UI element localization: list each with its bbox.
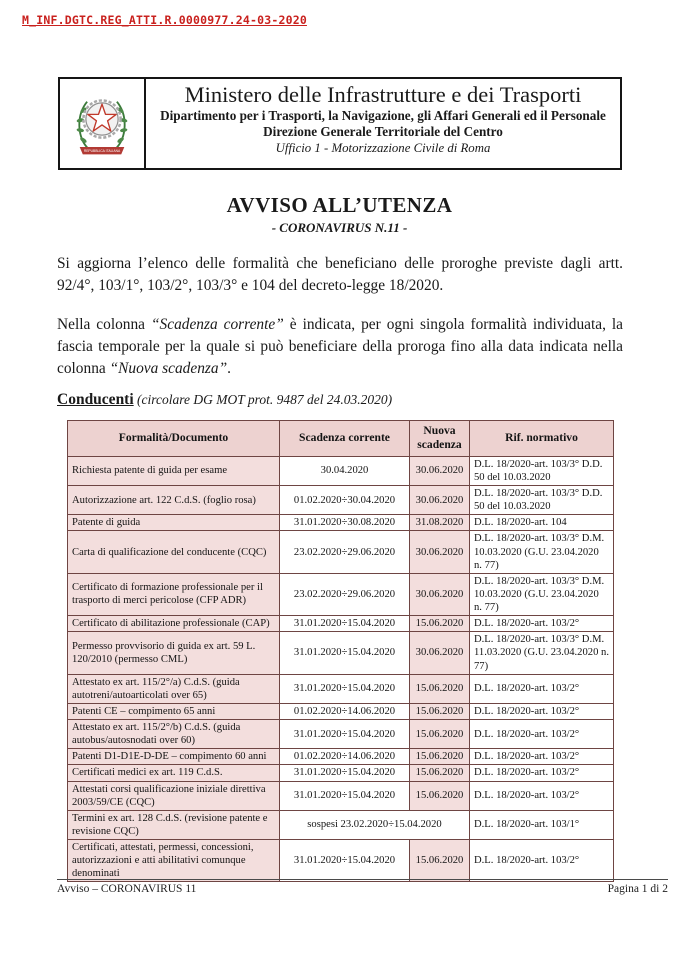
- notice-title: AVVISO ALL’UTENZA: [226, 193, 453, 217]
- table-cell: D.L. 18/2020-art. 103/2°: [470, 703, 614, 719]
- table-cell: 23.02.2020÷29.06.2020: [280, 573, 410, 615]
- ministry-letterhead: [58, 77, 622, 170]
- table-cell: Termini ex art. 128 C.d.S. (revisione patente e revisione CQC): [68, 810, 280, 839]
- table-cell: Carta di qualificazione del conducente (CQC): [68, 531, 280, 573]
- table-cell: 15.06.2020: [410, 674, 470, 703]
- table-cell: 30.06.2020: [410, 632, 470, 674]
- header-nuova-scadenza: Nuova scadenza: [410, 421, 470, 457]
- table-cell: Patenti D1-D1E-D-DE – compimento 60 anni: [68, 749, 280, 765]
- table-cell: D.L. 18/2020-art. 103/2°: [470, 781, 614, 810]
- table-cell: 01.02.2020÷14.06.2020: [280, 749, 410, 765]
- table-cell: D.L. 18/2020-art. 103/2°: [470, 840, 614, 882]
- scadenza-corrente-label: “Scadenza corrente”: [151, 316, 284, 334]
- emblem-banner-text: REPUBBLICA ITALIANA: [83, 148, 121, 153]
- ministry-name: Ministero delle Infrastrutture e dei Trasporti: [184, 82, 582, 107]
- table-row: [68, 674, 614, 703]
- table-cell: 15.06.2020: [410, 781, 470, 810]
- table-row: [68, 781, 614, 810]
- table-row: [68, 703, 614, 719]
- table-row: [68, 765, 614, 781]
- table-cell: D.L. 18/2020-art. 103/3° D.D. 50 del 10.03.2020: [470, 456, 614, 485]
- table-cell: 31.01.2020÷15.04.2020: [280, 781, 410, 810]
- notice-subtitle: - CORONAVIRUS N.11 -: [271, 220, 408, 235]
- table-cell: Richiesta patente di guida per esame: [68, 456, 280, 485]
- table-cell: 01.02.2020÷30.04.2020: [280, 486, 410, 515]
- table-cell: 15.06.2020: [410, 765, 470, 781]
- table-cell: 15.06.2020: [410, 720, 470, 749]
- intro-paragraph: Si aggiorna l’elenco delle formalità che beneficiano delle proroghe previste dagli artt. 92/4°, 103/1°, 103/2°, 103/3° e 104 del decreto-legge 18/2020.: [57, 255, 623, 295]
- table-cell: 30.06.2020: [410, 486, 470, 515]
- table-cell: D.L. 18/2020-art. 103/3° D.M. 11.03.2020 (G.U. 23.04.2020 n. 77): [470, 632, 614, 674]
- table-cell: 31.01.2020÷15.04.2020: [280, 840, 410, 882]
- table-row: [68, 531, 614, 573]
- table-cell: 30.06.2020: [410, 573, 470, 615]
- italy-emblem-icon: [60, 79, 146, 168]
- table-row: [68, 573, 614, 615]
- table-cell: 31.01.2020÷15.04.2020: [280, 632, 410, 674]
- nuova-scadenza-label: “Nuova scadenza”: [109, 360, 228, 378]
- table-cell: D.L. 18/2020-art. 103/2°: [470, 765, 614, 781]
- department-line: Dipartimento per i Trasporti, la Navigazione, gli Affari Generali ed il Personale: [160, 107, 606, 123]
- header-scadenza-corrente: Scadenza corrente: [280, 421, 410, 457]
- direction-line: Direzione Generale Territoriale del Centro: [263, 124, 503, 140]
- table-row: [68, 616, 614, 632]
- table-cell: 31.01.2020÷15.04.2020: [280, 720, 410, 749]
- protocol-number: M_INF.DGTC.REG_ATTI.R.0000977.24-03-2020: [22, 13, 307, 27]
- table-cell: 31.01.2020÷15.04.2020: [280, 765, 410, 781]
- table-cell: Certificato di abilitazione professionale (CAP): [68, 616, 280, 632]
- table-body: [68, 456, 614, 882]
- table-row: [68, 632, 614, 674]
- table-cell: Certificato di formazione professionale per il trasporto di merci pericolose (CFP ADR): [68, 573, 280, 615]
- table-cell: 30.06.2020: [410, 531, 470, 573]
- table-cell: Attestati corsi qualificazione iniziale direttiva 2003/59/CE (CQC): [68, 781, 280, 810]
- table-cell: 15.06.2020: [410, 616, 470, 632]
- table-cell: D.L. 18/2020-art. 103/1°: [470, 810, 614, 839]
- table-row: [68, 840, 614, 882]
- header-formalita: Formalità/Documento: [68, 421, 280, 457]
- table-row: [68, 720, 614, 749]
- header-rif-normativo: Rif. normativo: [470, 421, 614, 457]
- table-cell: 31.08.2020: [410, 515, 470, 531]
- table-cell: Permesso provvisorio di guida ex art. 59 L. 120/2010 (permesso CML): [68, 632, 280, 674]
- table-cell: D.L. 18/2020-art. 103/3° D.M. 10.03.2020 (G.U. 23.04.2020 n. 77): [470, 531, 614, 573]
- table-cell: 23.02.2020÷29.06.2020: [280, 531, 410, 573]
- office-line: Ufficio 1 - Motorizzazione Civile di Roma: [275, 140, 491, 155]
- deadlines-table: [67, 420, 614, 882]
- letterhead-text: [146, 79, 620, 168]
- table-cell: 15.06.2020: [410, 749, 470, 765]
- table-cell: Patenti CE – compimento 65 anni: [68, 703, 280, 719]
- table-cell: 31.01.2020÷30.08.2020: [280, 515, 410, 531]
- table-row: [68, 515, 614, 531]
- section-heading-row: [57, 391, 623, 409]
- table-cell: Certificati, attestati, permessi, concessioni, autorizzazioni e atti abilitativi comunque denominati: [68, 840, 280, 882]
- table-cell: D.L. 18/2020-art. 103/2°: [470, 720, 614, 749]
- table-row: [68, 749, 614, 765]
- table-cell: D.L. 18/2020-art. 103/2°: [470, 674, 614, 703]
- footer-left: Avviso – CORONAVIRUS 11: [57, 883, 197, 895]
- columns-paragraph: Nella colonna “Scadenza corrente” è indicata, per ogni singola formalità individuata, la fascia temporale per la quale si può beneficiare della proroga fino alla data indicata nella colonna “Nuova scadenza”.: [57, 316, 624, 378]
- table-cell: D.L. 18/2020-art. 103/3° D.D. 50 del 10.03.2020: [470, 486, 614, 515]
- page-footer: [57, 879, 668, 895]
- footer-right: Pagina 1 di 2: [607, 883, 668, 895]
- table-row: [68, 810, 614, 839]
- table-header-row: [68, 421, 614, 457]
- table-cell: D.L. 18/2020-art. 103/2°: [470, 749, 614, 765]
- section-heading: Conducenti: [57, 391, 134, 408]
- table-cell: 15.06.2020: [410, 703, 470, 719]
- table-cell: D.L. 18/2020-art. 103/3° D.M. 10.03.2020 (G.U. 23.04.2020 n. 77): [470, 573, 614, 615]
- table-row: [68, 486, 614, 515]
- table-cell: 31.01.2020÷15.04.2020: [280, 674, 410, 703]
- table-cell: Attestato ex art. 115/2°/b) C.d.S. (guida autobus/autosnodati over 60): [68, 720, 280, 749]
- table-cell: Attestato ex art. 115/2°/a) C.d.S. (guida autotreni/autoarticolati over 65): [68, 674, 280, 703]
- table-cell: Autorizzazione art. 122 C.d.S. (foglio rosa): [68, 486, 280, 515]
- table-cell: 31.01.2020÷15.04.2020: [280, 616, 410, 632]
- table-cell: sospesi 23.02.2020÷15.04.2020: [280, 810, 470, 839]
- body-paragraphs: [57, 253, 623, 380]
- table-cell: D.L. 18/2020-art. 103/2°: [470, 616, 614, 632]
- table-cell: 15.06.2020: [410, 840, 470, 882]
- table-cell: Patente di guida: [68, 515, 280, 531]
- table-row: [68, 456, 614, 485]
- table-cell: 30.04.2020: [280, 456, 410, 485]
- table-cell: 30.06.2020: [410, 456, 470, 485]
- table-cell: D.L. 18/2020-art. 104: [470, 515, 614, 531]
- table-cell: 01.02.2020÷14.06.2020: [280, 703, 410, 719]
- section-note: (circolare DG MOT prot. 9487 del 24.03.2020): [133, 392, 393, 407]
- table-cell: Certificati medici ex art. 119 C.d.S.: [68, 765, 280, 781]
